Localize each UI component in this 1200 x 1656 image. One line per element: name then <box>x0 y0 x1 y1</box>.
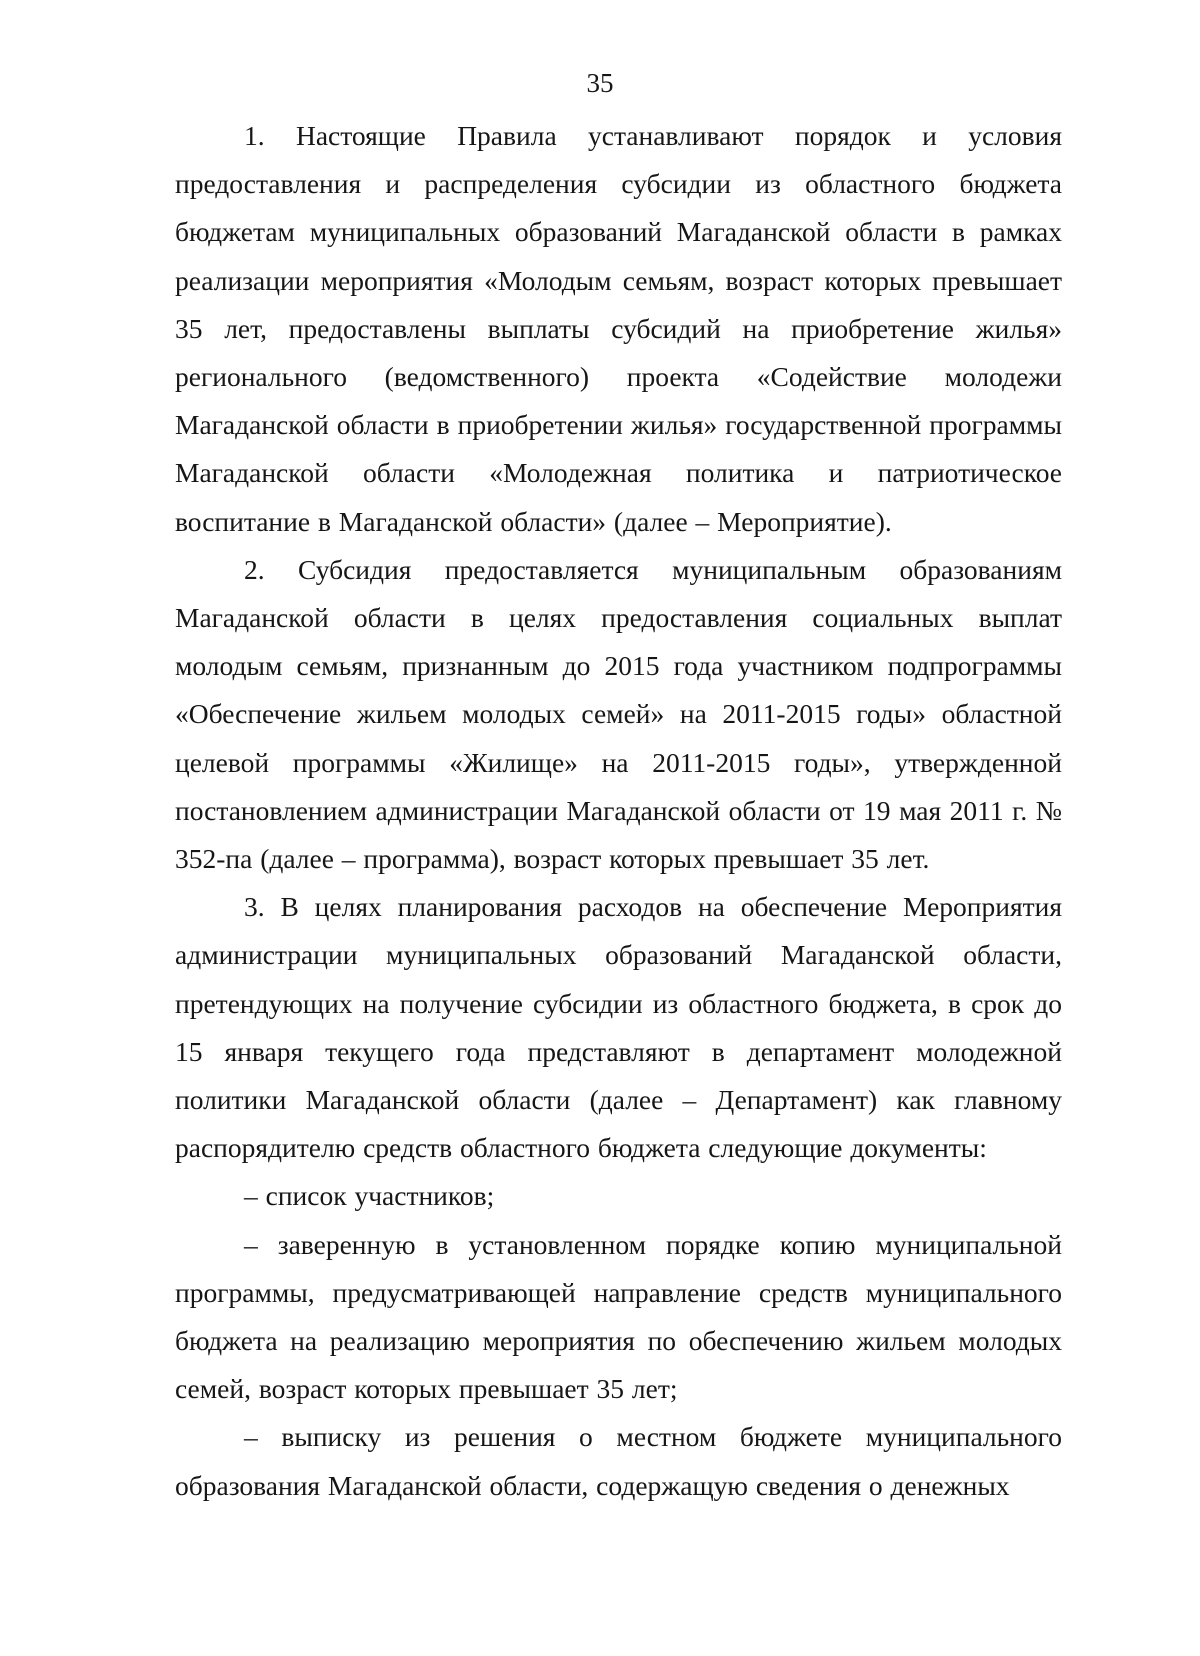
list-item-program-copy: – заверенную в установленном порядке копию муниципальной программы, предусматривающей направление средств муниципального бюджета на реализацию мероприятия по обеспечению жильем молодых семей, возраст которых превышает 35 лет; <box>175 1228 1062 1405</box>
list-item-participants: – список участников; <box>244 1180 495 1212</box>
paragraph-2: 2. Субсидия предоставляется муниципальным образованиям Магаданской области в целях предоставления социальных выплат молодым семьям, признанным до 2015 года участником подпрограммы «Обеспечение жильем молодых семей» на 2011-2015 годы» областной целевой программы «Жилище» на 2011-2015 годы», утвержденной постановлением администрации Магаданской области от 19 мая 2011 г. № 352-па (далее – программа), возраст которых превышает 35 лет. <box>175 553 1062 875</box>
page-number: 35 <box>586 68 614 98</box>
paragraph-1: 1. Настоящие Правила устанавливают порядок и условия предоставления и распределения субсидии из областного бюджета бюджетам муниципальных образований Магаданской области в рамках реализации мероприятия «Молодым семьям, возраст которых превышает 35 лет, предоставлены выплаты субсидий на приобретение жилья» регионального (ведомственного) проекта «Содействие молодежи Магаданской области в приобретении жилья» государственной программы Магаданской области «Молодежная политика и патриотическое воспитание в Магаданской области» (далее – Мероприятие). <box>175 120 1062 537</box>
document-body <box>175 112 1062 1510</box>
paragraph-3: 3. В целях планирования расходов на обеспечение Мероприятия администрации муниципальных образований Магаданской области, претендующих на получение субсидии из областного бюджета, в срок до 15 января текущего года представляют в департамент молодежной политики Магаданской области (далее – Департамент) как главному распорядителю средств областного бюджета следующие документы: <box>175 891 1062 1164</box>
list-item-budget-extract: – выписку из решения о местном бюджете муниципального образования Магаданской области, содержащую сведения о денежных <box>175 1421 1062 1501</box>
